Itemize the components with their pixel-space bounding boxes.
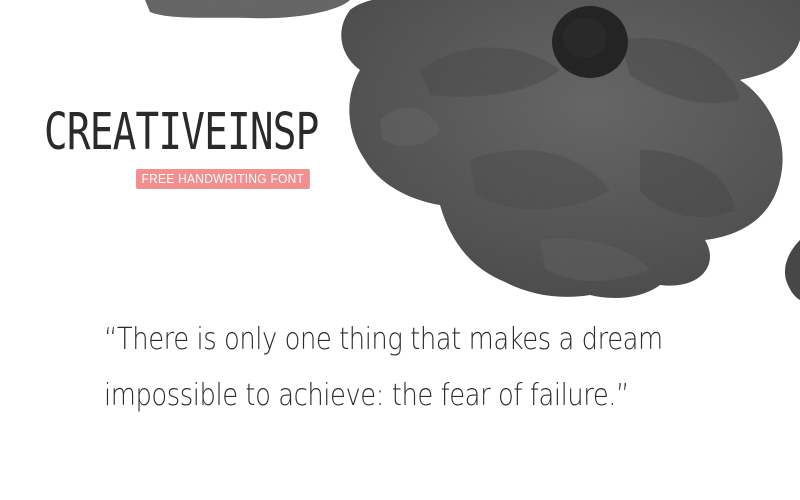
- right-edge-shape: [785, 240, 800, 300]
- font-name-title: CREATIVEINSP: [44, 103, 319, 162]
- top-leaf-shape: [145, 0, 350, 18]
- quote-block: [104, 312, 744, 424]
- font-tagline-badge: FREE HANDWRITING FONT: [136, 169, 310, 189]
- quote-line-2: impossible to achieve: the fear of failure.”: [104, 378, 629, 413]
- quote-line-1: “There is only one thing that makes a dream: [104, 322, 663, 357]
